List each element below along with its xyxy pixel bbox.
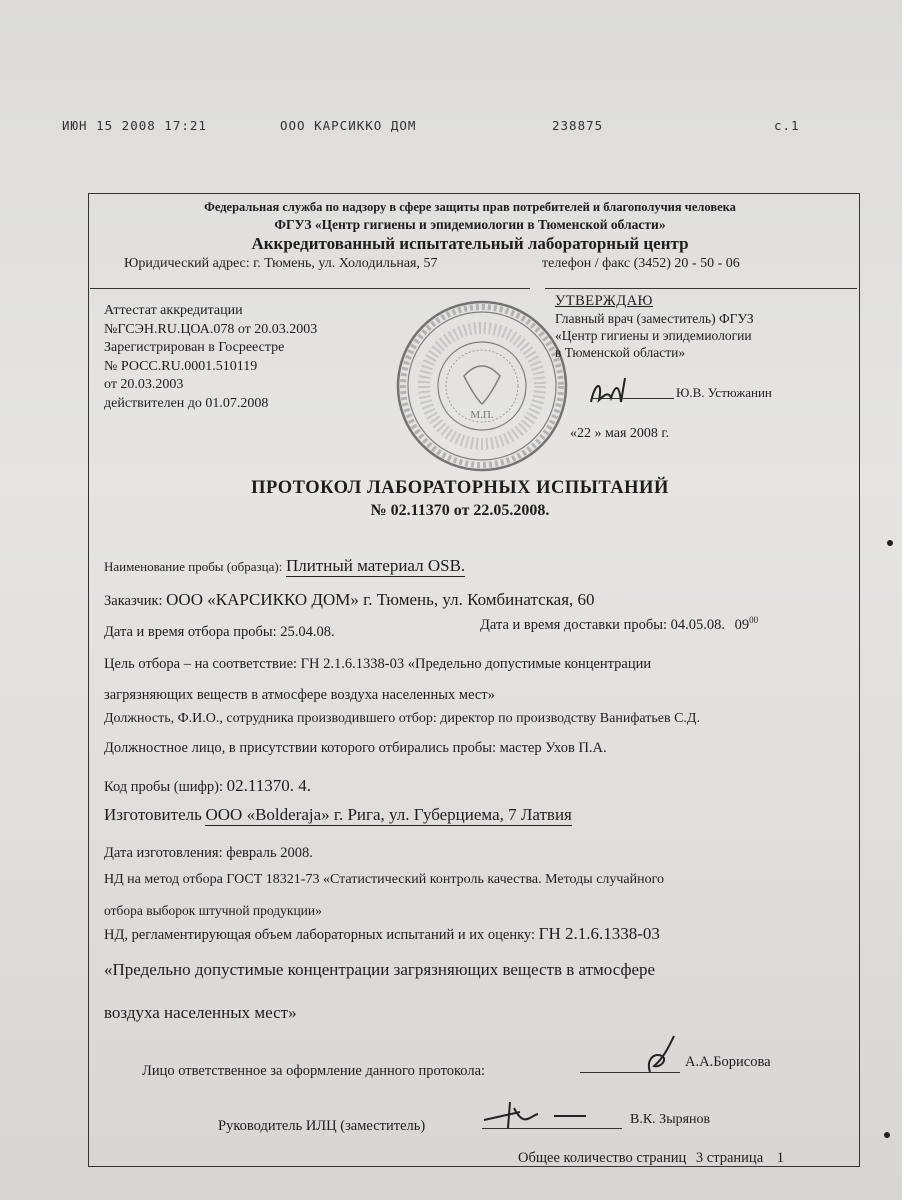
total-pages-label: Общее количество страниц xyxy=(518,1150,687,1166)
code-label: Код пробы (шифр): xyxy=(104,779,224,795)
punch-hole xyxy=(884,1132,890,1138)
approval-date: «22 » мая 2008 г. xyxy=(570,426,670,441)
purpose-line-1: Цель отбора – на соответствие: ГН 2.1.6.1338-03 «Предельно допустимые концентрации xyxy=(104,656,652,672)
org-line-1: Федеральная служба по надзору в сфере защиты прав потребителей и благополучия человека xyxy=(204,200,736,214)
fax-date-time: ИЮН 15 2008 17:21 xyxy=(62,118,207,133)
accreditation-line: №ГСЭН.RU.ЦОА.078 от 20.03.2003 xyxy=(104,321,318,337)
fax-sender: ООО КАРСИККО ДОМ xyxy=(280,118,417,133)
code-value: 02.11370. 4. xyxy=(226,776,312,795)
sampler-row: Должность, Ф.И.О., сотрудника производившего отбор: директор по производству Ванифатьев С.Д. xyxy=(104,711,700,726)
delivery-value: 04.05.08. xyxy=(670,616,725,633)
punch-hole xyxy=(887,540,893,546)
org-phone: телефон / факс (3452) 20 - 50 - 06 xyxy=(542,256,740,271)
approval-block xyxy=(555,293,825,361)
page-label: страница xyxy=(706,1150,764,1166)
fax-number: 238875 xyxy=(552,118,604,133)
org-address: Юридический адрес: г. Тюмень, ул. Холодильная, 57 xyxy=(124,256,438,271)
page-value: 1 xyxy=(776,1150,785,1166)
head-name: В.К. Зырянов xyxy=(630,1112,711,1127)
stamp-center-text: М.П. xyxy=(470,409,494,421)
customer-label: Заказчик: xyxy=(104,593,163,609)
header-divider-right xyxy=(545,288,857,289)
responsible-signature xyxy=(640,1032,685,1077)
sample-label: Наименование пробы (образца): xyxy=(104,559,283,574)
round-seal-stamp xyxy=(392,296,572,476)
approval-line: Главный врач (заместитель) ФГУЗ xyxy=(555,311,754,326)
nd-scope-line-3: воздуха населенных мест» xyxy=(104,1003,297,1022)
accreditation-line: действителен до 01.07.2008 xyxy=(104,395,269,411)
delivery-label: Дата и время доставки пробы: xyxy=(480,616,667,633)
head-label: Руководитель ИЛЦ (заместитель) xyxy=(218,1118,426,1134)
org-address-row xyxy=(110,256,830,276)
made-date-row: Дата изготовления: февраль 2008. xyxy=(104,845,313,861)
protocol-title xyxy=(210,478,710,520)
approval-line: «Центр гигиены и эпидемиологии xyxy=(555,328,752,343)
header-divider xyxy=(90,288,530,289)
nd-scope-value: ГН 2.1.6.1338-03 xyxy=(538,924,660,943)
approval-line: в Тюменской области» xyxy=(555,345,686,360)
approval-signature-line xyxy=(592,398,674,399)
approver-name: Ю.В. Устюжанин xyxy=(676,385,772,400)
delivery-row xyxy=(480,615,758,634)
customer-row xyxy=(104,590,595,610)
manufacturer-row xyxy=(104,805,572,825)
accreditation-line: Аттестат аккредитации xyxy=(104,303,243,318)
page-footer xyxy=(518,1150,784,1167)
customer-value: ООО «КАРСИККО ДОМ» г. Тюмень, ул. Комбинатская, 60 xyxy=(166,590,595,609)
approval-signature xyxy=(585,372,665,412)
nd-method-line-2: отбора выборок штучной продукции» xyxy=(104,903,322,918)
nd-scope-label: НД, регламентирующая объем лабораторных испытаний и их оценку: xyxy=(104,927,536,943)
approval-heading: УТВЕРЖДАЮ xyxy=(555,293,653,309)
responsible-name: А.А.Борисова xyxy=(685,1054,771,1070)
official-row: Должностное лицо, в присутствии которого отбирались пробы: мастер Ухов П.А. xyxy=(104,740,607,756)
accreditation-line: № РОСС.RU.0001.510119 xyxy=(104,358,258,374)
head-signature xyxy=(480,1098,590,1132)
purpose-line-2: загрязняющих веществ в атмосфере воздуха населенных мест» xyxy=(104,687,495,703)
accreditation-line: от 20.03.2003 xyxy=(104,377,184,392)
org-line-2: ФГУЗ «Центр гигиены и эпидемиологии в Тюменской области» xyxy=(274,217,666,232)
delivery-time: 09 xyxy=(734,616,750,633)
manufacturer-value: ООО «Bolderaja» г. Рига, ул. Губерциема, 7 Латвия xyxy=(205,805,572,824)
sampling-date-value: 25.04.08. xyxy=(280,624,335,640)
sample-value: Плитный материал OSB. xyxy=(285,556,466,575)
nd-scope-line-2: «Предельно допустимые концентрации загрязняющих веществ в атмосфере xyxy=(104,960,656,979)
sample-row xyxy=(104,556,465,576)
sampling-date-row xyxy=(104,624,335,641)
organization-header xyxy=(110,200,830,276)
code-row xyxy=(104,776,311,796)
nd-scope-row xyxy=(104,924,660,944)
total-pages-value: 3 xyxy=(695,1150,704,1166)
delivery-time-minutes: 00 xyxy=(749,615,759,625)
responsible-label: Лицо ответственное за оформление данного протокола: xyxy=(142,1063,486,1079)
org-line-3: Аккредитованный испытательный лабораторный центр xyxy=(251,234,689,253)
fax-page: с.1 xyxy=(774,118,800,133)
accreditation-line: Зарегистрирован в Госреестре xyxy=(104,340,285,355)
protocol-title-main: ПРОТОКОЛ ЛАБОРАТОРНЫХ ИСПЫТАНИЙ xyxy=(251,478,669,498)
accreditation-block xyxy=(104,302,317,413)
nd-method-line-1: НД на метод отбора ГОСТ 18321-73 «Статистический контроль качества. Методы случайного xyxy=(104,872,665,887)
manufacturer-label: Изготовитель xyxy=(104,805,202,824)
sampling-date-label: Дата и время отбора пробы: xyxy=(104,624,277,640)
protocol-number: № 02.11370 от 22.05.2008. xyxy=(370,502,550,519)
